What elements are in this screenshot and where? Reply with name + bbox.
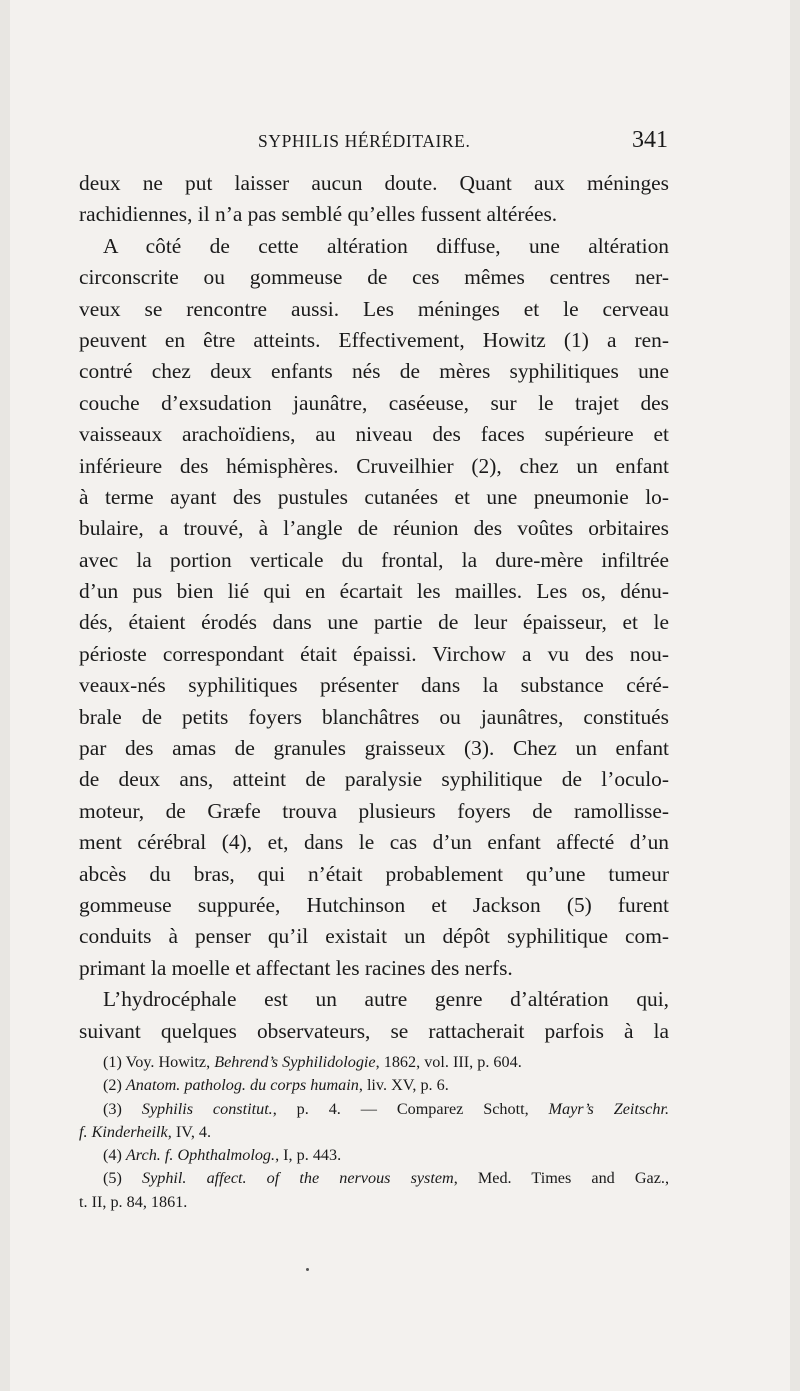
- left-page-edge: [0, 0, 10, 1391]
- body-line: dés, étaient érodés dans une partie de leur épaisseur, et le: [79, 610, 669, 635]
- body-line: deux ne put laisser aucun doute. Quant aux méninges: [79, 171, 669, 195]
- page-number: 341: [632, 127, 668, 153]
- body-line: conduits à penser qu’il existait un dépôt syphilitique com-: [79, 924, 669, 949]
- footnotes: [79, 1051, 669, 1214]
- body-line: veaux-nés syphilitiques présenter dans la substance céré-: [79, 673, 669, 698]
- body-line: ment cérébral (4), et, dans le cas d’un enfant affecté d’un: [79, 830, 669, 855]
- footnote-2: (2) Anatom. patholog. du corps humain, liv. XV, p. 6.: [103, 1076, 449, 1095]
- page-header: [258, 127, 668, 157]
- ink-speck: [306, 1268, 309, 1271]
- body-line: gommeuse suppurée, Hutchinson et Jackson (5) furent: [79, 892, 669, 917]
- body-text: [79, 168, 669, 1047]
- body-line: circonscrite ou gommeuse de ces mêmes centres ner-: [79, 265, 669, 290]
- body-line: L’hydrocéphale est un autre genre d’altération qui,: [103, 987, 669, 1012]
- body-line: A côté de cette altération diffuse, une altération: [103, 233, 669, 258]
- body-line: bulaire, a trouvé, à l’angle de réunion des voûtes orbitaires: [79, 516, 669, 541]
- body-line: de deux ans, atteint de paralysie syphilitique de l’oculo-: [79, 767, 669, 792]
- body-line: primant la moelle et affectant les racines des nerfs.: [79, 955, 513, 980]
- footnote-5: (5) Syphil. affect. of the nervous system, Med. Times and Gaz.,: [103, 1169, 669, 1188]
- body-line: d’un pus bien lié qui en écartait les mailles. Les os, dénu-: [79, 579, 669, 604]
- body-line: vaisseaux arachoïdiens, au niveau des faces supérieure et: [79, 422, 669, 447]
- body-line: périoste correspondant était épaissi. Virchow a vu des nou-: [79, 641, 669, 666]
- body-line: couche d’exsudation jaunâtre, caséeuse, sur le trajet des: [79, 390, 669, 415]
- body-line: abcès du bras, qui n’était probablement qu’une tumeur: [79, 861, 669, 886]
- body-line: veux se rencontre aussi. Les méninges et le cerveau: [79, 296, 669, 321]
- footnote-3-continued: f. Kinderheilk, IV, 4.: [79, 1122, 212, 1141]
- body-line: peuvent en être atteints. Effectivement, Howitz (1) a ren-: [79, 327, 669, 352]
- body-line: contré chez deux enfants nés de mères syphilitiques une: [79, 359, 669, 384]
- footnote-5-continued: t. II, p. 84, 1861.: [79, 1192, 188, 1211]
- body-line: avec la portion verticale du frontal, la dure-mère infiltrée: [79, 547, 669, 572]
- body-line: rachidiennes, il n’a pas semblé qu’elles fussent altérées.: [79, 202, 558, 227]
- footnote-3: (3) Syphilis constitut., p. 4. — Comparez Schott, Mayr’s Zeitschr.: [103, 1099, 670, 1118]
- body-line: à terme ayant des pustules cutanées et une pneumonie lo-: [79, 484, 669, 509]
- footnote-4: (4) Arch. f. Ophthalmolog., I, p. 443.: [103, 1146, 342, 1165]
- body-line: brale de petits foyers blanchâtres ou jaunâtres, constitués: [79, 704, 669, 729]
- body-line: suivant quelques observateurs, se rattacherait parfois à la: [79, 1018, 669, 1043]
- body-line: par des amas de granules graisseux (3). Chez un enfant: [79, 736, 669, 761]
- running-title: SYPHILIS HÉRÉDITAIRE.: [258, 131, 471, 151]
- body-line: moteur, de Græfe trouva plusieurs foyers de ramollisse-: [79, 798, 669, 823]
- right-page-edge: [790, 0, 800, 1391]
- footnote-1: (1) Voy. Howitz, Behrend’s Syphilidologie, 1862, vol. III, p. 604.: [103, 1053, 522, 1071]
- body-line: inférieure des hémisphères. Cruveilhier (2), chez un enfant: [79, 453, 669, 478]
